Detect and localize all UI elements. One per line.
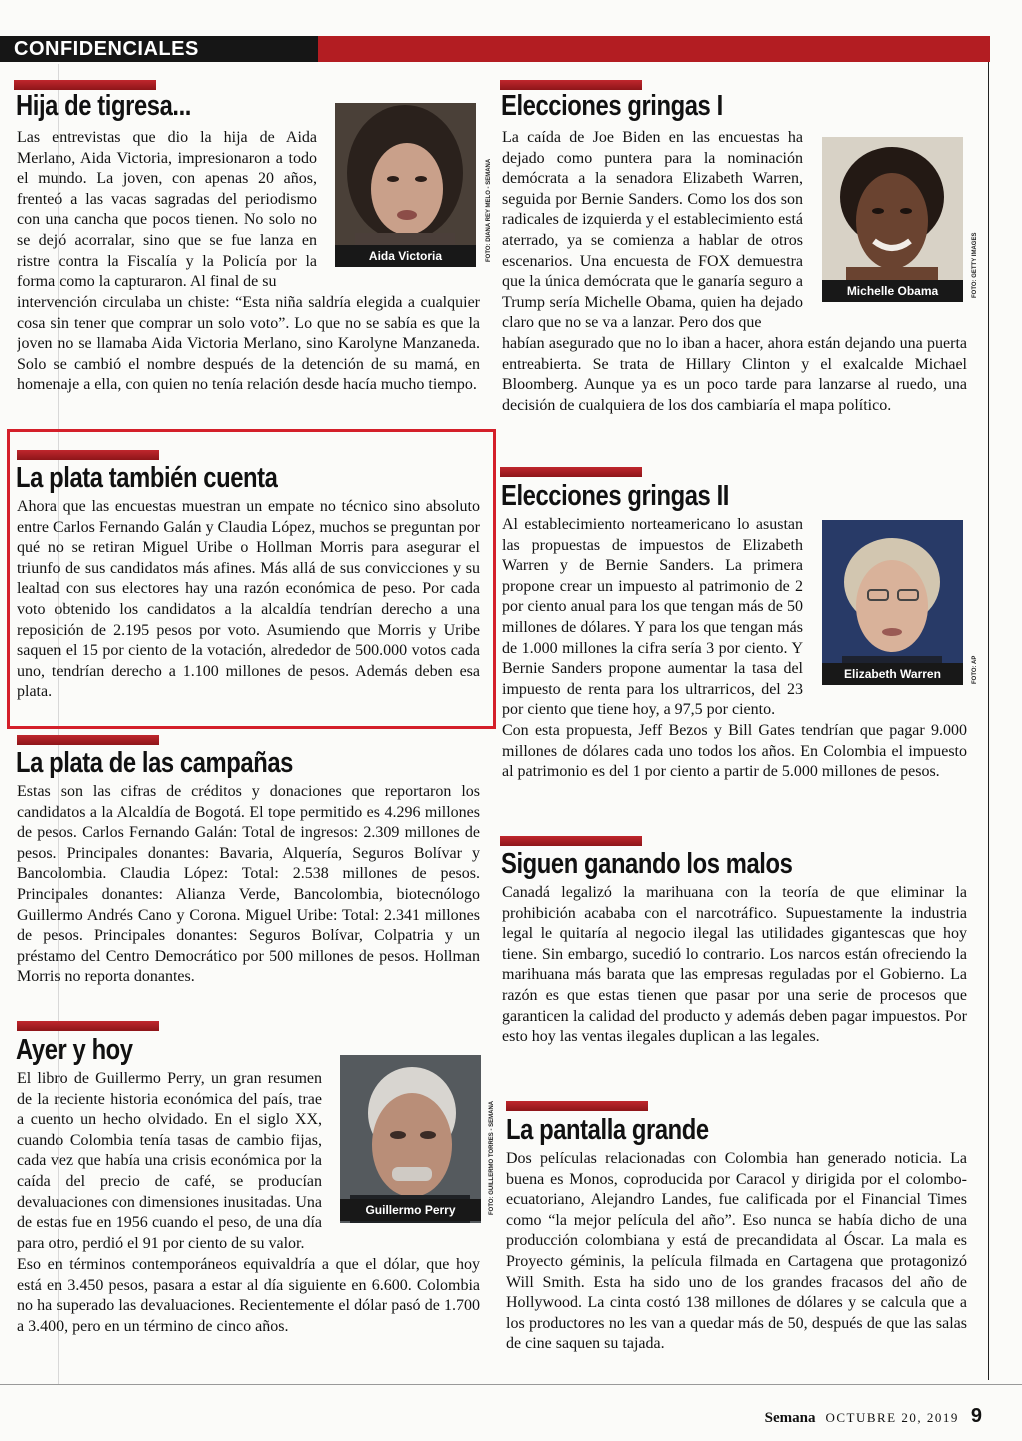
- page-edge-rule: [988, 62, 989, 1380]
- footer-rule: [0, 1384, 1022, 1385]
- photo-credit-perry: FOTO: GUILLERMO TORRES - SEMANA: [489, 1100, 495, 1215]
- article-body-pantalla: Dos películas relacionadas con Colombia han generado noticia. La buena es Monos, coproducida por Caracol y dirigida por el colombo-ecuatoriano, Alejandro Landes, fue calificada por el Financial Times como “la mejor película del año”. Eso nunca se había dicho de una producción colombiana y está de precandidata al Óscar. La mala es Proyecto géminis, la película filmada en Cartagena que protagonizó Will Smith. Esta ha sido uno de los grandes fracasos del año de Hollywood. La cinta costó 138 millones de dólares y se calcula que a los productores no les van a quedar más de 50, después de que las salas de cine saquen su tajada.: [506, 1150, 967, 1353]
- photo-credit-warren: FOTO: AP: [972, 655, 978, 684]
- section-accent-bar: [500, 836, 642, 846]
- section-accent-bar: [506, 1101, 648, 1111]
- issue-date: OCTUBRE 20, 2019: [825, 1410, 959, 1425]
- section-accent-bar: [17, 1021, 159, 1031]
- article-title-malos: Siguen ganando los malos: [501, 848, 793, 880]
- photo-caption-warren: Elizabeth Warren: [822, 663, 963, 685]
- section-accent-bar: [17, 735, 159, 745]
- article-body-ayer-b: Eso en términos contemporáneos equivaldría a que el dólar, que hoy está en 3.450 pesos, pasara a estar al día siguiente en 6.600. Colombia no ha superado las devaluaciones. Recientemente el dólar pasó de 1.700 a 3.400, pero en un término de cinco años.: [17, 1256, 480, 1335]
- article-title-gringas-2: Elecciones gringas II: [501, 480, 729, 512]
- section-accent-bar: [14, 80, 156, 90]
- article-title-pantalla: La pantalla grande: [506, 1114, 709, 1146]
- photo-elizabeth-warren: [822, 520, 963, 685]
- photo-credit-obama: FOTO: GETTY IMAGES: [972, 232, 978, 298]
- article-title-hija: Hija de tigresa...: [16, 90, 192, 122]
- article-body-plata-campanas: Estas son las cifras de créditos y donaciones que reportaron los candidatos a la Alcaldía de Bogotá. El tope permitido es 4.296 millones de pesos. Carlos Fernando Galán: Total de ingresos: 2.309 millones de pesos. Principales donantes: Bavaria, Alquería, Seguros Bolívar y Bancolombia. Claudia López: Total: 2.538 millones de pesos. Principales donantes: Alianza Verde, Bancolombia, biotecnólogo Guillermo Andrés Cano y Corona. Miguel Uribe: Total: 2.341 millones de pesos. Principales donantes: Seguros Bolívar, Colpatria y un préstamo del Centro Democrático por 500 millones de pesos. Hollman Morris no reporta donantes.: [17, 783, 480, 986]
- photo-caption-aida: Aida Victoria: [335, 245, 476, 267]
- article-body-ayer-a: El libro de Guillermo Perry, un gran resumen de la reciente historia económica del país, trae a cuento un hecho olvidado. En el siglo XX, cuando Colombia tenía tasas de cambio fijas, cada vez que había una crisis económica por la caída del precio de café, se producían devaluaciones con dimensiones inusitadas. Una de estas fue en 1956 cuando el peso, de una día para otro, perdió el 91 por ciento de su valor.: [17, 1070, 322, 1252]
- photo-caption-perry: Guillermo Perry: [340, 1199, 481, 1221]
- article-body-gringas-2-b: Con esta propuesta, Jeff Bezos y Bill Gates tendrían que pagar 9.000 millones de dólares cada uno todos los años. En Colombia el impuesto al patrimonio es del 1 por ciento a partir de 5.000 millones de pesos.: [502, 722, 967, 781]
- article-body-malos: Canadá legalizó la marihuana con la teoría de que eliminar la prohibición acababa con el narcotráfico. Supuestamente la industria legal le quitaría al negocio ilegal las utilidades gigantescas que hoy tiene. Sin embargo, sucedió lo contrario. Los narcos están ofreciendo la marihuana más barata que las empresas reguladas por el Gobierno. La razón es que estas tienen que pasar por una serie de procesos que garanticen la calidad del producto y además deben pagar impuestos. Por esto hoy las ventas ilegales duplican a las legales.: [502, 884, 967, 1046]
- photo-caption-obama: Michelle Obama: [822, 280, 963, 302]
- photo-michelle-obama: [822, 137, 963, 300]
- article-body-hija-b: intervención circulaba un chiste: “Esta niña saldría elegida a cualquier cosa sin tener que comprar un solo voto”. Lo que no se sabía es que la joven no se llamaba Aida Victoria Merlano, sino Karolyne Manzaneda. Solo se cambió el nombre después de la detención de su mamá, en homenaje a ella, con quien no tenía relación desde hacía mucho tiempo.: [17, 294, 480, 394]
- photo-aida-victoria: [335, 103, 476, 267]
- section-accent-bar: [17, 450, 159, 460]
- page-number: 9: [970, 1405, 982, 1427]
- section-accent-bar: [500, 467, 642, 477]
- photo-guillermo-perry: [340, 1055, 481, 1223]
- page-footer: [765, 1405, 982, 1428]
- article-body-gringas-1-b: habían asegurado que no lo iban a hacer, ahora están dejando una puerta entreabierta. Se trata de Hillary Clinton y el exalcalde Michael Bloomberg. Aunque ya es un poco tarde para lanzarse al ruedo, una decisión de cualquiera de los dos cambiaría el mapa político.: [502, 335, 967, 414]
- publication-name: Semana: [764, 1410, 816, 1426]
- article-body-plata-cuenta: Ahora que las encuestas muestran un empate no técnico sino absoluto entre Carlos Fernando Galán y Claudia López, muchos se preguntan por qué no se retiran Miguel Uribe o Hollman Morris para asegurar el triunfo de sus candidatos más afines. Más allá de sus convicciones y su lealtad con sus electores hay una razón económica de peso. Por cada voto obtenido los candidatos a la alcaldía tendrían derecho a una reposición de 2.195 pesos por voto. Asumiendo que Morris y Uribe saquen el 15 por ciento de la votación, alrededor de 500.000 votos cada uno, tendrían derecho a 1.100 millones de pesos. Además deben esa plata.: [17, 498, 480, 701]
- article-title-plata-campanas: La plata de las campañas: [16, 747, 293, 779]
- article-title-gringas-1: Elecciones gringas I: [501, 90, 723, 122]
- article-body-gringas-1-a: La caída de Joe Biden en las encuestas ha dejado como puntera para la nominación demócrata a la senadora Elizabeth Warren, seguida por Bernie Sanders. Como los dos son radicales de izquierda y el establecimiento está aterrado, ya se comienza a hablar de otros escenarios. Una encuesta de FOX demuestra que la única demócrata que le ganaría seguro a Trump sería Michelle Obama, quien ha dejado claro que no se va a lanzar. Pero dos que: [502, 129, 803, 332]
- article-title-ayer: Ayer y hoy: [16, 1034, 133, 1066]
- article-body-gringas-2-a: Al establecimiento norteamericano lo asustan las propuestas de impuestos de Elizabeth Warren y de Bernie Sanders. La primera propone crear un impuesto al patrimonio de 2 por ciento anual para los que tengan más de 50 millones de dólares. Y para los que tengan más de 1.000 millones la cifra sería 3 por ciento. Y Bernie Sanders propone aumentar la tasa del impuesto de renta para los ultrarricos, del 23 por ciento que tiene hoy, a 97,5 por ciento.: [502, 516, 803, 719]
- photo-credit-aida: FOTO: DIANA REY MELO - SEMANA: [486, 158, 492, 262]
- article-body-hija-a: Las entrevistas que dio la hija de Aida Merlano, Aida Victoria, impresionaron a todo el mundo. La joven, con apenas 20 años, frenteó a las vacas sagradas del periodismo con una cancha que pocos tienen. No solo no se dejó acorralar, sino que se fue lanza en ristre contra la Fiscalía y la Policía por la forma como la capturaron. Al final de su: [17, 129, 317, 291]
- section-header-title: CONFIDENCIALES: [14, 38, 199, 60]
- section-accent-bar: [500, 80, 642, 90]
- article-title-plata-cuenta: La plata también cuenta: [16, 462, 278, 494]
